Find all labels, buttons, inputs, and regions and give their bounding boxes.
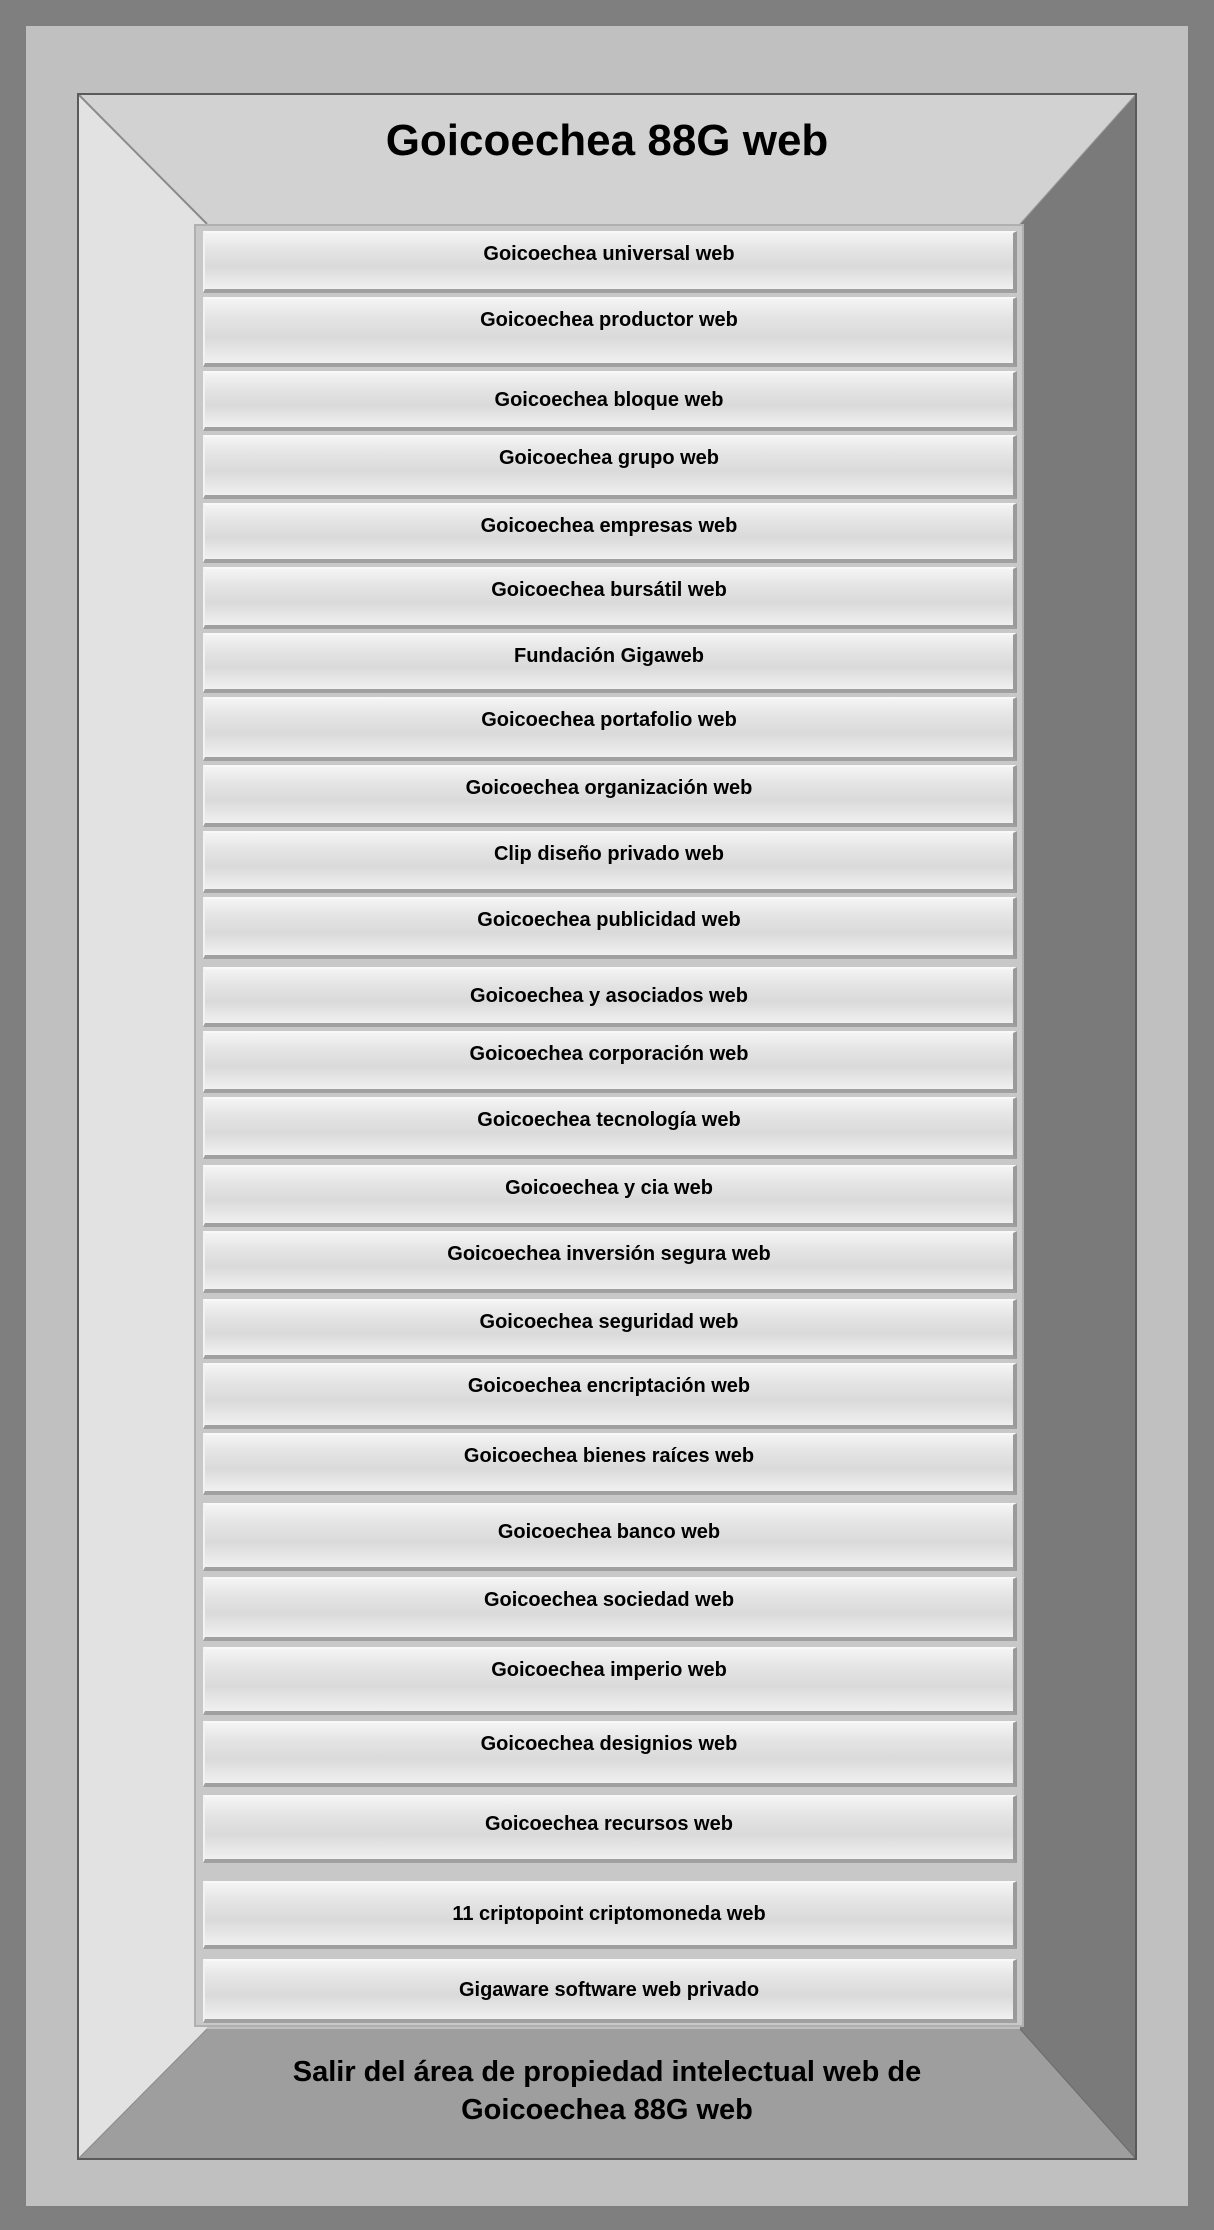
menu-item-bienes-raices[interactable] [203,1433,1017,1495]
menu-item-universal[interactable] [203,231,1017,293]
menu-item-encriptacion[interactable] [203,1363,1017,1429]
menu-item-label: Goicoechea sociedad web [483,1589,735,1611]
link-menu [194,224,1024,2027]
menu-item-label: Gigaware software web privado [458,1979,760,2001]
menu-item-organizacion[interactable] [203,765,1017,827]
menu-item-label: Goicoechea designios web [480,1733,738,1755]
menu-item-label: Goicoechea universal web [483,243,735,265]
menu-item-cia[interactable] [203,1165,1017,1227]
menu-item-label: Goicoechea banco web [497,1521,721,1543]
menu-item-label: Goicoechea bienes raíces web [463,1445,755,1467]
menu-item-productor[interactable] [203,297,1017,367]
menu-item-label: Goicoechea tecnología web [477,1109,741,1131]
menu-item-label: Goicoechea recursos web [485,1813,733,1835]
menu-item-label: Goicoechea publicidad web [477,909,741,931]
menu-item-label: Goicoechea organización web [465,777,753,799]
menu-item-label: Goicoechea corporación web [469,1043,749,1065]
exit-area-link[interactable] [227,2053,987,2129]
menu-item-label: Fundación Gigaweb [513,645,704,667]
menu-item-bloque[interactable] [203,371,1017,431]
menu-item-label: Clip diseño privado web [493,843,725,865]
menu-item-label: Goicoechea bloque web [494,389,724,411]
menu-item-label: Goicoechea grupo web [498,447,720,469]
menu-item-empresas[interactable] [203,503,1017,563]
exit-link-line-1: Salir del área de propiedad intelectual web de [292,2056,922,2088]
menu-item-clip[interactable] [203,831,1017,893]
menu-item-corporacion[interactable] [203,1031,1017,1093]
menu-item-portafolio[interactable] [203,697,1017,761]
menu-item-asociados[interactable] [203,967,1017,1027]
exit-link-line-2: Goicoechea 88G web [461,2094,753,2126]
page-title: Goicoechea 88G web [385,116,829,165]
menu-item-criptomoneda[interactable] [203,1881,1017,1949]
menu-item-seguridad[interactable] [203,1299,1017,1359]
menu-item-label: 11 criptopoint criptomoneda web [452,1903,766,1925]
menu-item-label: Goicoechea y asociados web [470,985,748,1007]
menu-item-label: Goicoechea empresas web [480,515,738,537]
menu-item-imperio[interactable] [203,1647,1017,1715]
menu-item-bursatil[interactable] [203,567,1017,629]
menu-item-sociedad[interactable] [203,1577,1017,1641]
menu-item-label: Goicoechea bursátil web [491,579,727,601]
menu-item-label: Goicoechea encriptación web [467,1375,751,1397]
menu-item-gigaware[interactable] [203,1959,1017,2023]
menu-item-label: Goicoechea seguridad web [479,1311,739,1333]
menu-item-publicidad[interactable] [203,897,1017,959]
menu-item-banco[interactable] [203,1503,1017,1571]
menu-item-label: Goicoechea imperio web [491,1659,727,1681]
menu-item-fundacion[interactable] [203,633,1017,693]
menu-item-inversion[interactable] [203,1231,1017,1293]
menu-item-label: Goicoechea productor web [480,309,738,331]
menu-item-label: Goicoechea portafolio web [481,709,737,731]
menu-item-tecnologia[interactable] [203,1097,1017,1159]
menu-item-label: Goicoechea y cia web [505,1177,713,1199]
menu-item-label: Goicoechea inversión segura web [447,1243,771,1265]
menu-item-designios[interactable] [203,1721,1017,1787]
menu-item-grupo[interactable] [203,435,1017,499]
menu-item-recursos[interactable] [203,1795,1017,1863]
